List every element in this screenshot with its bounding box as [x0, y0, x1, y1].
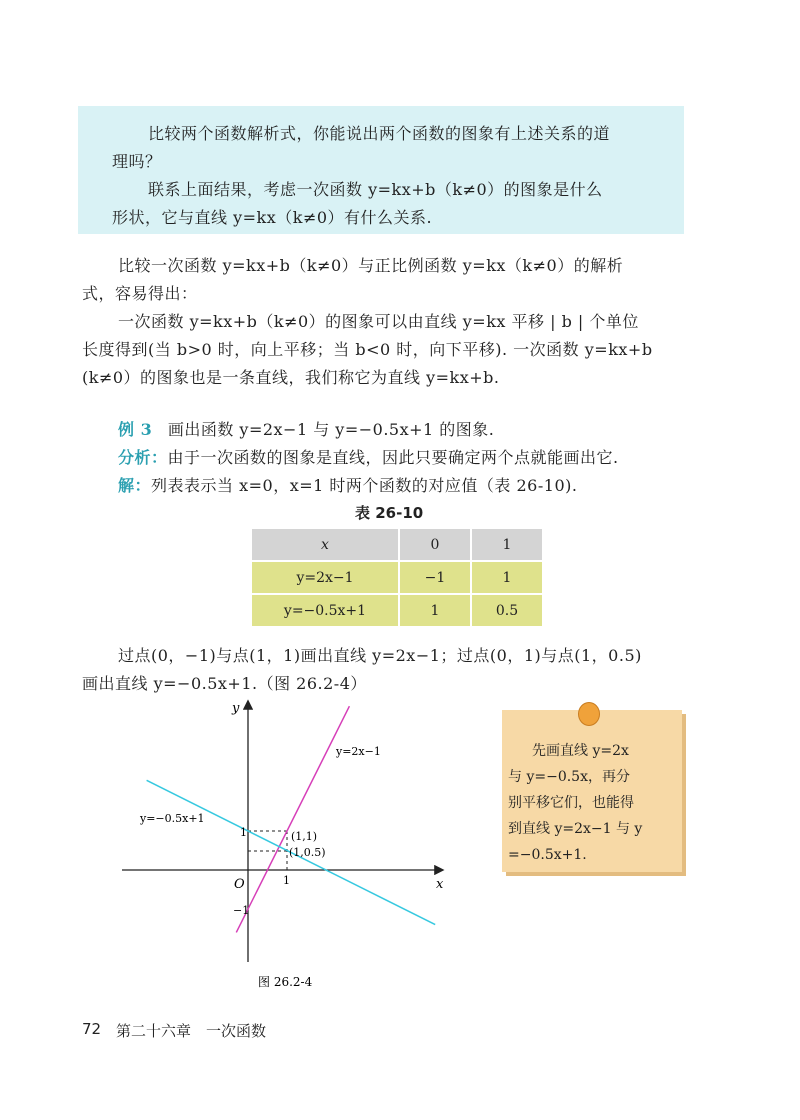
body-text-line: (k≠0）的图象也是一条直线，我们称它为直线 y=kx+b. [82, 368, 500, 387]
line2-label: y=−0.5x+1 [140, 812, 205, 825]
solution-text: 列表表示当 x=0，x=1 时两个函数的对应值（表 26-10). [151, 476, 578, 495]
x-axis-label: x [436, 877, 444, 892]
point-label: (1,1) [291, 830, 318, 843]
table-cell: y=−0.5x+1 [251, 594, 399, 627]
side-note [502, 710, 682, 872]
origin-label: O [234, 877, 245, 892]
side-note-line: 别平移它们，也能得 [508, 795, 634, 811]
figure-caption: 图 26.2-4 [258, 975, 313, 989]
body-text-line: 画出直线 y=−0.5x+1.（图 26.2-4） [82, 674, 367, 693]
table-header-cell: 1 [471, 528, 543, 561]
y-tick-label: −1 [233, 904, 250, 917]
analysis-text: 由于一次函数的图象是直线，因此只要确定两个点就能画出它. [167, 448, 619, 467]
body-text-line: 比较一次函数 y=kx+b（k≠0）与正比例函数 y=kx（k≠0）的解析 [118, 256, 624, 275]
side-note-line: =−0.5x+1. [508, 847, 587, 863]
example-label: 例 3 [118, 420, 153, 439]
table-cell: 1 [471, 561, 543, 594]
line-y-2x-minus-1 [236, 706, 349, 932]
solution-label: 解： [118, 476, 152, 495]
side-note-line: 到直线 y=2x−1 与 y [508, 821, 643, 837]
body-text-line: 一次函数 y=kx+b（k≠0）的图象可以由直线 y=kx 平移 | b | 个单位 [118, 312, 639, 331]
x-tick-label: 1 [283, 874, 290, 887]
table-header-cell: x [251, 528, 399, 561]
side-note-line: 先画直线 y=2x [532, 743, 629, 759]
table-cell: 0.5 [471, 594, 543, 627]
table-cell: 1 [399, 594, 471, 627]
body-text-line: 长度得到(当 b>0 时，向上平移；当 b<0 时，向下平移). 一次函数 y=kx+b [82, 340, 653, 359]
table-header-cell: 0 [399, 528, 471, 561]
chapter-title: 第二十六章 一次函数 [116, 1022, 267, 1040]
point-label: (1,0.5) [289, 846, 326, 859]
y-tick-label: 1 [240, 826, 247, 839]
side-note-line: 与 y=−0.5x，再分 [508, 769, 630, 785]
body-text-line: 过点(0，−1)与点(1，1)画出直线 y=2x−1；过点(0，1)与点(1，0.5) [118, 646, 642, 665]
table-cell: −1 [399, 561, 471, 594]
think-text-line: 形状，它与直线 y=kx（k≠0）有什么关系. [112, 208, 433, 227]
table-cell: y=2x−1 [251, 561, 399, 594]
pin-icon [578, 702, 600, 726]
think-text-line: 联系上面结果，考虑一次函数 y=kx+b（k≠0）的图象是什么 [148, 180, 603, 199]
body-text-line: 式，容易得出： [82, 284, 198, 303]
think-text-line: 比较两个函数解析式，你能说出两个函数的图象有上述关系的道 [148, 124, 611, 143]
example-text: 画出函数 y=2x−1 与 y=−0.5x+1 的图象. [167, 420, 495, 439]
page-number: 72 [82, 1020, 102, 1038]
y-axis-label: y [232, 701, 240, 716]
table-title: 表 26-10 [355, 504, 424, 522]
think-text-line: 理吗？ [112, 152, 162, 171]
line1-label: y=2x−1 [336, 745, 381, 758]
analysis-label: 分析： [118, 448, 168, 467]
